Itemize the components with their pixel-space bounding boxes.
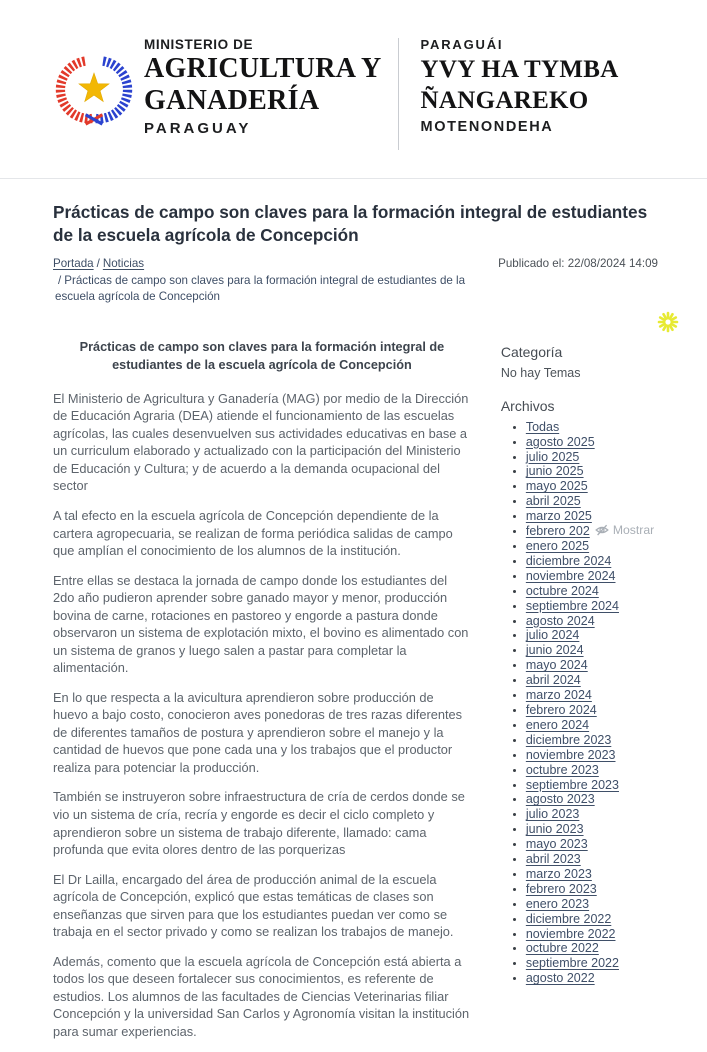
article-paragraph: En lo que respecta a la avicultura aprendieron sobre producción de huevo a bajo costo, conocieron aves ponedoras de tres razas diferentes de diferentes tamaños de postura y aprendieron sobre el manejo y la cantidad de huevos que pone cada una y los trabajos que el productor realiza para potenciar la producción. <box>53 689 463 775</box>
archive-list-item <box>526 837 658 852</box>
archive-link[interactable]: marzo 2023 <box>525 866 592 881</box>
archive-link[interactable]: febrero 2023 <box>525 881 597 896</box>
archives-title: Archivos <box>500 397 555 414</box>
brand-kicker-es: MINISTERIO DE <box>144 37 254 52</box>
archive-list-item <box>526 792 658 807</box>
archive-link[interactable]: octubre 2023 <box>525 762 599 777</box>
archive-link[interactable]: junio 2023 <box>525 822 584 837</box>
archive-list-item <box>526 479 658 494</box>
breadcrumb-link-noticias[interactable]: Noticias <box>102 257 145 271</box>
archive-link[interactable]: marzo 2025 <box>525 509 592 524</box>
article-paragraph: Entre ellas se destaca la jornada de campo donde los estudiantes del 2do año pudieron aprender sobre ganado mayor y menor, producción bovina de carne, rotaciones en pastoreo y engorde a pastura donde observaron un sistema de explotación mixto, el bovino es alimentado con un sistema de granos y luego salen a pastar para completar la alimentación. <box>53 572 469 676</box>
archive-list-item <box>526 912 658 927</box>
brand-line1-gn: YVY HA TYMBA <box>420 56 619 83</box>
archive-list-item <box>526 614 658 629</box>
article-paragraph: A tal efecto en la escuela agrícola de Concepción dependiente de la cartera agropecuaria, se realizan de forma periódica salidas de campo que amplían el conocimiento de los alumnos de la institución. <box>53 508 453 559</box>
archive-list-item <box>526 956 658 971</box>
article-paragraph: El Dr Lailla, encargado del área de producción animal de la escuela agrícola de Concepción, explicó que estas temáticas de clases son enseñanzas que sirven para que los estudiantes puedan ver como se trabaja en el sector privado y como se realizan los trabajos de manejo. <box>53 871 454 940</box>
yellow-asterisk-icon[interactable] <box>657 311 679 333</box>
archive-link[interactable]: mayo 2023 <box>525 837 588 852</box>
category-title: Categoría <box>500 343 563 360</box>
archive-list-item <box>526 658 658 673</box>
archive-link[interactable]: diciembre 2024 <box>525 553 612 568</box>
archive-link[interactable]: noviembre 2024 <box>525 568 616 583</box>
archive-link[interactable]: septiembre 2022 <box>525 956 619 971</box>
archive-list-item <box>526 927 658 942</box>
archive-link[interactable]: enero 2023 <box>525 896 590 911</box>
archive-list-item <box>526 882 658 897</box>
archive-list-item <box>526 569 658 584</box>
archive-list-item <box>526 599 658 614</box>
brand-line2-es: GANADERÍA <box>144 84 320 116</box>
archive-list-item <box>526 420 658 435</box>
archive-link[interactable]: junio 2025 <box>525 464 584 479</box>
archives-list <box>501 420 658 986</box>
mostrar-overlay[interactable] <box>593 523 656 537</box>
meta-row <box>53 256 658 305</box>
brand-footer-gn: MOTENONDEHA <box>420 119 554 135</box>
archive-link[interactable]: noviembre 2022 <box>525 926 616 941</box>
archive-list-item <box>526 673 658 688</box>
article-paragraph: Además, comento que la escuela agrícola de Concepción está abierta a todos los que deseen fortalecer sus conocimientos, es referente de estudios. Los alumnos de las facultades de Ciencias Veterinarias filiar Concepción y la universidad San Carlos y Agronomía visitan la institución para sumar experiencias. <box>53 953 470 1039</box>
archive-link[interactable]: agosto 2023 <box>525 792 595 807</box>
archive-list-item <box>526 494 658 509</box>
content-columns <box>53 332 658 1052</box>
breadcrumb-line-1 <box>53 256 498 272</box>
archive-list-item <box>526 464 658 479</box>
breadcrumb-link-portada[interactable]: Portada <box>53 257 94 271</box>
brand-country: PARAGUAY <box>144 120 252 138</box>
archive-list-item <box>526 867 658 882</box>
eye-off-icon <box>595 523 609 537</box>
archive-link[interactable]: agosto 2024 <box>525 613 595 628</box>
archive-link[interactable]: abril 2023 <box>525 852 581 867</box>
archive-link[interactable]: junio 2024 <box>525 643 584 658</box>
archive-list-item <box>526 554 658 569</box>
article-paragraph: También se instruyeron sobre infraestructura de cría de cerdos donde se vio un sistema de cría, recría y engorde es decir el ciclo completo y aprendieron sobre un sistema de trabajo diferente, llamado: cama profunda que evita olores dentro de las porquerizas <box>53 789 465 858</box>
brand-line1-es: AGRICULTURA Y <box>144 53 382 84</box>
breadcrumb <box>53 256 498 305</box>
sidebar <box>501 332 658 1052</box>
archive-link[interactable]: julio 2024 <box>525 628 580 643</box>
breadcrumb-separator: / <box>58 273 62 287</box>
archive-list-item <box>526 539 658 554</box>
breadcrumb-line-2 <box>55 273 498 306</box>
site-header <box>0 0 707 150</box>
archive-link[interactable]: enero 2025 <box>525 539 590 554</box>
archive-link[interactable]: agosto 2022 <box>525 971 595 986</box>
published-date: Publicado el: 22/08/2024 14:09 <box>498 257 658 271</box>
main-area <box>0 179 707 1052</box>
archive-list-item <box>526 703 658 718</box>
archive-link[interactable]: septiembre 2023 <box>525 777 619 792</box>
archive-list-item <box>526 688 658 703</box>
archive-link[interactable]: febrero 202 <box>525 524 590 539</box>
archive-list-item <box>526 584 658 599</box>
article <box>53 332 471 1052</box>
archive-list-item <box>526 971 658 986</box>
archive-link[interactable]: julio 2023 <box>525 807 580 822</box>
archive-link[interactable]: enero 2024 <box>525 717 590 732</box>
archive-link[interactable]: diciembre 2022 <box>525 911 612 926</box>
archive-list-item <box>526 748 658 763</box>
article-paragraph: El Ministerio de Agricultura y Ganadería (MAG) por medio de la Dirección de Educación Agraria (DEA) atiende el funcionamiento de las escuelas agrícolas, las cuales desenvuelven sus actividades educativas en base a un curriculum elaborado y actualizado con la participación del Ministerio de Educación y Cultura; y de acuerdo a la demanda ocupacional del sector <box>53 390 469 494</box>
archive-list-item <box>526 941 658 956</box>
archive-list-item <box>526 822 658 837</box>
archive-link[interactable]: octubre 2022 <box>525 941 599 956</box>
archive-link[interactable]: mayo 2024 <box>525 658 588 673</box>
archive-list-item <box>526 450 658 465</box>
brand-es <box>144 36 382 137</box>
archive-list-item <box>526 807 658 822</box>
archive-list-item <box>526 435 658 450</box>
archive-link[interactable]: marzo 2024 <box>525 688 592 703</box>
breadcrumb-current: Prácticas de campo son claves para la formación integral de estudiantes de la escuela agrícola de Concepción <box>55 273 466 304</box>
archive-link[interactable]: octubre 2024 <box>525 583 599 598</box>
archive-link[interactable]: septiembre 2024 <box>525 598 619 613</box>
archive-link[interactable]: Todas <box>525 419 560 434</box>
archive-list-item <box>526 778 658 793</box>
archive-link[interactable]: agosto 2025 <box>525 434 595 449</box>
mag-paraguay-crest-logo <box>55 36 133 136</box>
archive-link[interactable]: diciembre 2023 <box>525 732 612 747</box>
archive-link[interactable]: abril 2024 <box>525 673 581 688</box>
mostrar-label: Mostrar <box>612 522 655 537</box>
archives-wrap <box>501 420 658 986</box>
archive-link[interactable]: febrero 2024 <box>525 702 597 717</box>
archive-link[interactable]: abril 2025 <box>525 494 581 509</box>
archive-list-item <box>526 643 658 658</box>
page-title: Prácticas de campo son claves para la formación integral de estudiantes de la escuela agrícola de Concepción <box>53 202 648 245</box>
header-divider <box>398 38 399 150</box>
star-icon <box>79 73 109 102</box>
archive-link[interactable]: julio 2025 <box>525 449 580 464</box>
category-empty-text: No hay Temas <box>500 365 581 380</box>
brand-gn <box>421 36 619 135</box>
breadcrumb-separator: / <box>96 257 100 271</box>
brand-kicker-gn: PARAGUÁI <box>420 37 504 52</box>
brand-line2-gn: ÑANGAREKO <box>420 86 589 114</box>
archive-list-item <box>526 628 658 643</box>
archive-list-item <box>526 852 658 867</box>
archive-link[interactable]: noviembre 2023 <box>525 747 616 762</box>
archive-link[interactable]: mayo 2025 <box>525 479 588 494</box>
archive-list-item <box>526 733 658 748</box>
article-heading: Prácticas de campo son claves para la formación integral de estudiantes de la escuela agrícola de Concepción <box>79 339 445 372</box>
archive-list-item <box>526 718 658 733</box>
archive-list-item <box>526 763 658 778</box>
archive-list-item <box>526 897 658 912</box>
